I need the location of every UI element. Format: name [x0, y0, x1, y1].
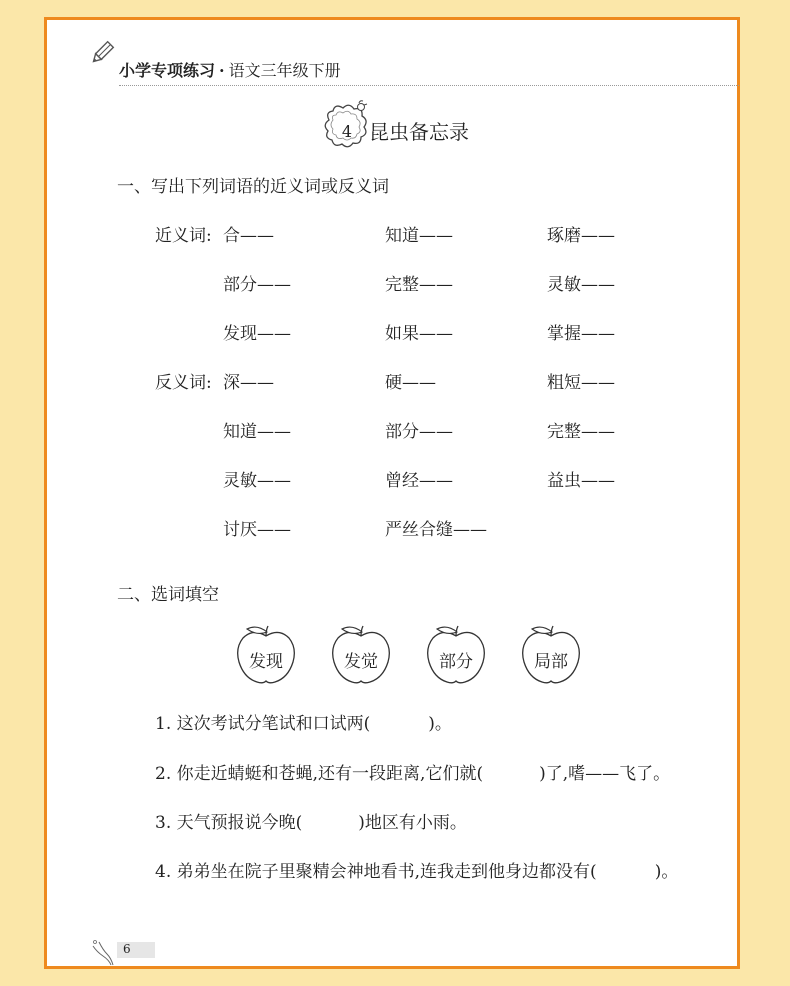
- antonym-item: 曾经——: [385, 471, 453, 491]
- word-choice-label: 发现: [249, 652, 283, 672]
- word-choice-label: 局部: [534, 652, 568, 672]
- synonym-item: 知道——: [385, 226, 453, 246]
- question-text-end: )。: [654, 862, 679, 882]
- synonym-item: 如果——: [385, 324, 453, 344]
- page-number-box: [117, 942, 155, 958]
- synonym-item: 琢磨——: [547, 226, 615, 246]
- synonym-item: 发现——: [223, 324, 291, 344]
- synonym-item: 部分——: [223, 275, 291, 295]
- synonym-item: 灵敏——: [547, 275, 615, 295]
- antonym-item: 完整——: [547, 422, 615, 442]
- question-text-end: )了,嗜——飞了。: [539, 764, 671, 784]
- question-text: 你走近蜻蜓和苍蝇,还有一段距离,它们就(: [176, 764, 484, 784]
- antonym-item: 益虫——: [547, 471, 615, 491]
- antonym-item: 知道——: [223, 422, 291, 442]
- word-choice: [423, 624, 489, 686]
- synonym-item: 完整——: [385, 275, 453, 295]
- series-title: 小学专项练习: [119, 61, 216, 80]
- synonym-label: 近义词:: [155, 226, 212, 246]
- section1-heading: 一、写出下列词语的近义词或反义词: [117, 177, 389, 197]
- synonym-item: 合——: [223, 226, 274, 246]
- pencil-icon: [89, 40, 115, 66]
- question-number: 4.: [155, 862, 172, 882]
- book-subtitle: 语文三年级下册: [228, 61, 341, 80]
- page-header: [89, 40, 699, 80]
- swirl-decoration-icon: [91, 938, 119, 966]
- question: [155, 759, 670, 784]
- lesson-number: 4: [341, 122, 353, 141]
- page-footer: [91, 938, 161, 966]
- antonym-item: 部分——: [385, 422, 453, 442]
- antonym-item: 深——: [223, 373, 274, 393]
- question-text: 这次考试分笔试和口试两(: [176, 714, 371, 734]
- question: [155, 808, 467, 833]
- question: [155, 709, 452, 734]
- word-choice-label: 发觉: [344, 652, 378, 672]
- antonym-item: 粗短——: [547, 373, 615, 393]
- antonym-item: 讨厌——: [223, 520, 291, 540]
- question-text: 天气预报说今晚(: [176, 813, 303, 833]
- lesson-title-block: [319, 98, 519, 154]
- page-number: 6: [123, 942, 131, 956]
- word-choice: [328, 624, 394, 686]
- header-divider: [119, 85, 739, 86]
- lesson-title: 昆虫备忘录: [369, 120, 469, 144]
- word-choice-label: 部分: [439, 652, 473, 672]
- question-number: 2.: [155, 764, 172, 784]
- section2-heading: 二、选词填空: [117, 585, 219, 605]
- question: [155, 857, 678, 882]
- question-text: 弟弟坐在院子里聚精会神地看书,连我走到他身边都没有(: [176, 862, 597, 882]
- synonym-item: 掌握——: [547, 324, 615, 344]
- header-separator: ·: [219, 61, 225, 80]
- question-number: 3.: [155, 813, 172, 833]
- word-choice: [233, 624, 299, 686]
- question-text-end: )。: [428, 714, 452, 734]
- antonym-item: 硬——: [385, 373, 436, 393]
- question-number: 1.: [155, 714, 172, 734]
- question-text-end: )地区有小雨。: [358, 813, 467, 833]
- workbook-page: [44, 17, 740, 969]
- antonym-item: 灵敏——: [223, 471, 291, 491]
- antonym-item: 严丝合缝——: [385, 520, 487, 540]
- header-text: [119, 58, 341, 81]
- word-choice: [518, 624, 584, 686]
- antonym-label: 反义词:: [155, 373, 212, 393]
